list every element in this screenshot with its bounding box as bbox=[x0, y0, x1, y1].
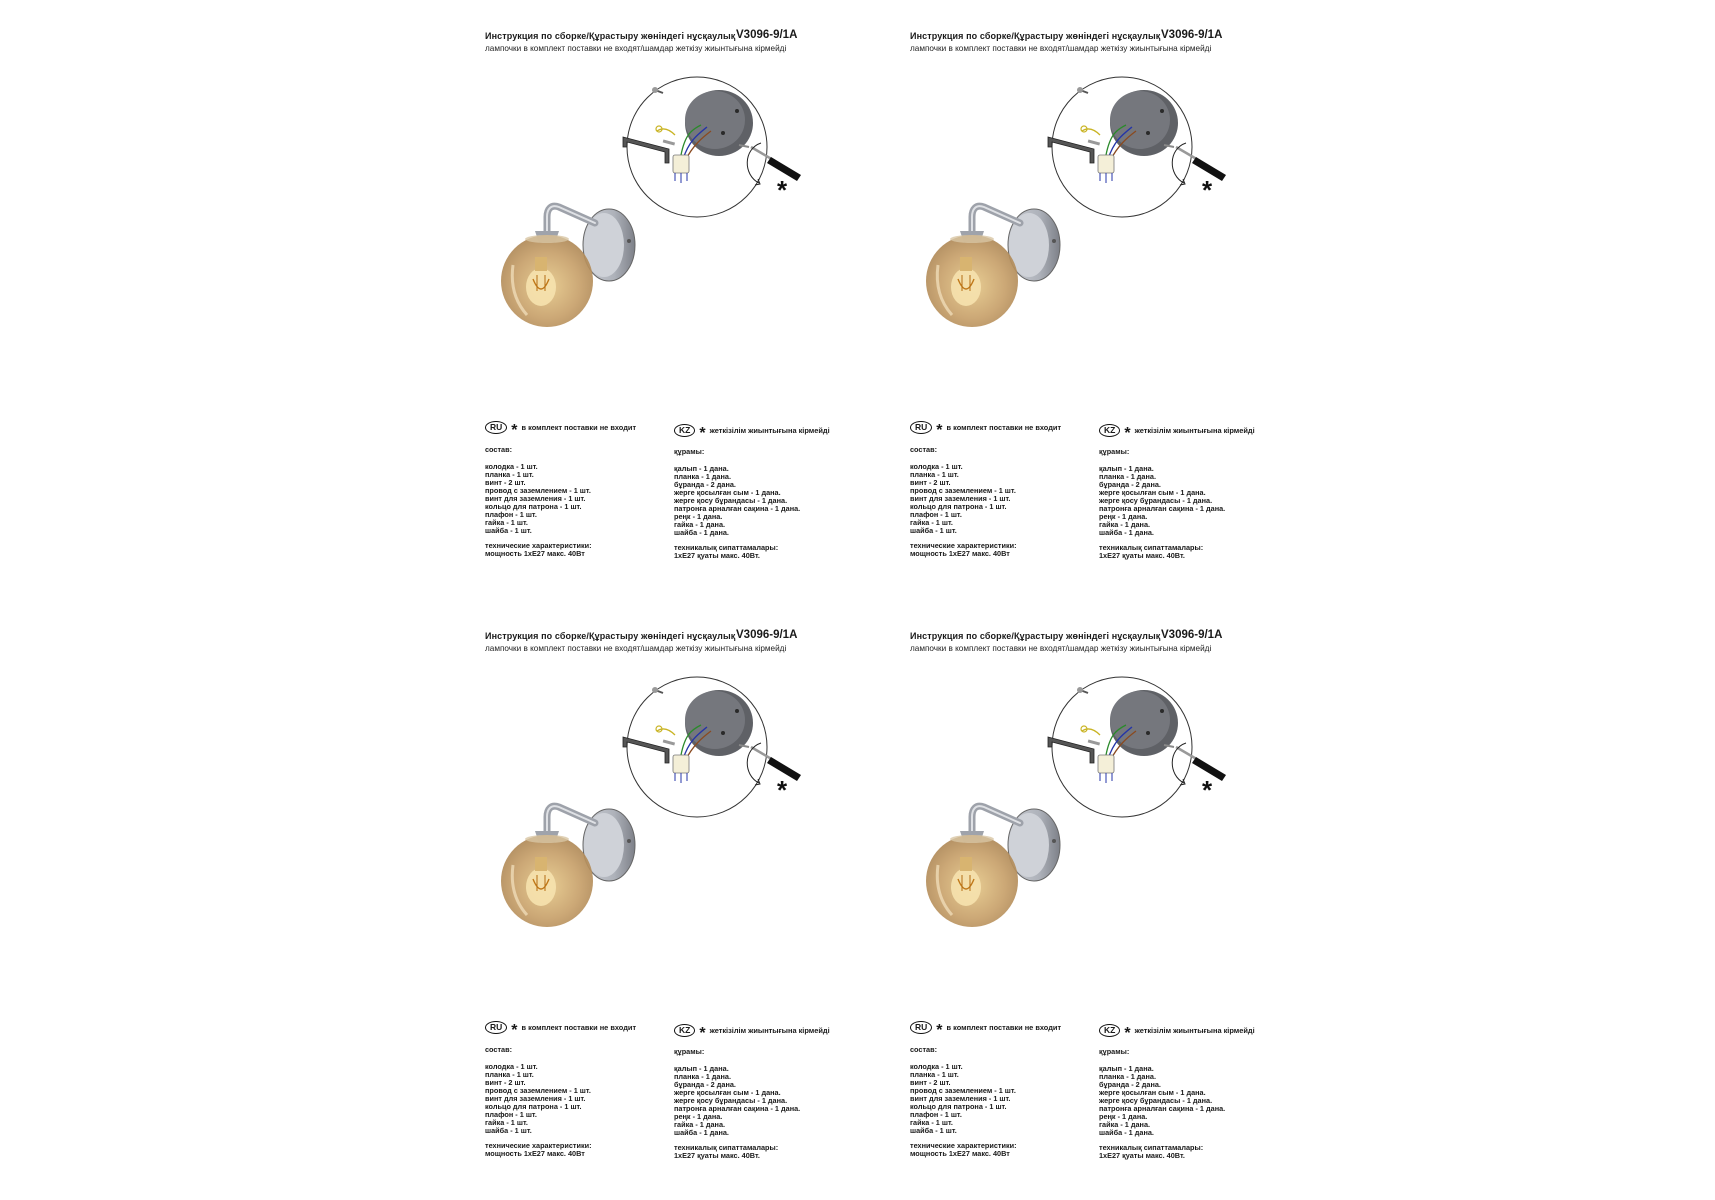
ru-items-list bbox=[910, 1063, 1016, 1135]
list-item: плафон - 1 шт. bbox=[485, 1110, 537, 1119]
list-item: шайба - 1 шт. bbox=[485, 526, 532, 535]
instruction-card bbox=[437, 0, 862, 600]
ru-composition-label: состав: bbox=[485, 1045, 513, 1054]
bulbs-note: лампочки в комплект поставки не входят/шамдар жеткізу жиынтығына кірмейді bbox=[485, 644, 787, 653]
list-item: винт - 2 шт. bbox=[485, 1078, 526, 1087]
list-item: колодка - 1 шт. bbox=[910, 1062, 963, 1071]
list-item: жерге қосылған сым - 1 дана. bbox=[1099, 1088, 1206, 1097]
asterisk-icon: * bbox=[1124, 424, 1131, 442]
instruction-title: Инструкция по сборке/Құрастыру жөніндегі нұсқаулық bbox=[485, 31, 736, 41]
list-item: реңк - 1 дана. bbox=[1099, 1112, 1148, 1121]
kz-badge: KZ bbox=[1099, 1024, 1120, 1037]
list-item: планка - 1 шт. bbox=[485, 1070, 534, 1079]
ru-badge: RU bbox=[910, 1021, 932, 1034]
kz-items-list bbox=[674, 465, 800, 537]
wall-lamp-photo bbox=[906, 195, 1086, 375]
model-number: V3096-9/1A bbox=[1161, 629, 1223, 641]
kz-specs-value: 1хЕ27 қуаты макс. 40Вт. bbox=[1099, 1151, 1185, 1160]
list-item: патронға арналған сақина - 1 дана. bbox=[1099, 504, 1226, 513]
ru-specs-value: мощность 1хЕ27 макс. 40Вт bbox=[910, 1149, 1010, 1158]
kz-badge: KZ bbox=[1099, 424, 1120, 437]
asterisk-icon: * bbox=[699, 424, 706, 442]
kz-specs-value: 1хЕ27 қуаты макс. 40Вт. bbox=[674, 551, 760, 560]
kz-specs-value: 1хЕ27 қуаты макс. 40Вт. bbox=[674, 1151, 760, 1160]
list-item: планка - 1 шт. bbox=[910, 470, 959, 479]
ru-items-list bbox=[485, 1063, 591, 1135]
ru-note: в комплект поставки не входит bbox=[946, 423, 1062, 432]
ru-composition-label: состав: bbox=[910, 445, 938, 454]
model-number: V3096-9/1A bbox=[1161, 29, 1223, 41]
ru-specs-value: мощность 1хЕ27 макс. 40Вт bbox=[910, 549, 1010, 558]
list-item: жерге қосу бұрандасы - 1 дана. bbox=[1099, 496, 1213, 505]
list-item: колодка - 1 шт. bbox=[485, 1062, 538, 1071]
instruction-title: Инструкция по сборке/Құрастыру жөніндегі нұсқаулық bbox=[910, 631, 1161, 641]
kz-header bbox=[1099, 1024, 1255, 1042]
ru-header bbox=[485, 421, 637, 439]
kz-specs-label: техникалық сипаттамалары: bbox=[674, 1143, 779, 1152]
ru-specs-value: мощность 1хЕ27 макс. 40Вт bbox=[485, 1149, 585, 1158]
asterisk-icon: * bbox=[936, 421, 943, 439]
kz-header bbox=[674, 424, 830, 442]
list-item: гайка - 1 дана. bbox=[1099, 520, 1151, 529]
list-item: кольцо для патрона - 1 шт. bbox=[485, 1102, 582, 1111]
ru-note: в комплект поставки не входит bbox=[521, 423, 637, 432]
wall-lamp-photo bbox=[906, 795, 1086, 975]
bulbs-note: лампочки в комплект поставки не входят/шамдар жеткізу жиынтығына кірмейді bbox=[485, 44, 787, 53]
asterisk-icon: * bbox=[1124, 1024, 1131, 1042]
model-number: V3096-9/1A bbox=[736, 629, 798, 641]
list-item: патронға арналған сақина - 1 дана. bbox=[1099, 1104, 1226, 1113]
bulbs-note: лампочки в комплект поставки не входят/шамдар жеткізу жиынтығына кірмейді bbox=[910, 44, 1212, 53]
bulbs-note: лампочки в комплект поставки не входят/шамдар жеткізу жиынтығына кірмейді bbox=[910, 644, 1212, 653]
kz-header bbox=[674, 1024, 830, 1042]
list-item: бұранда - 2 дана. bbox=[674, 480, 736, 489]
instruction-card bbox=[862, 0, 1287, 600]
list-item: гайка - 1 шт. bbox=[910, 1118, 953, 1127]
list-item: реңк - 1 дана. bbox=[674, 512, 723, 521]
list-item: реңк - 1 дана. bbox=[1099, 512, 1148, 521]
ru-items-list bbox=[485, 463, 591, 535]
list-item: кольцо для патрона - 1 шт. bbox=[485, 502, 582, 511]
ru-items-list bbox=[910, 463, 1016, 535]
svg-text:*: * bbox=[777, 775, 788, 805]
list-item: колодка - 1 шт. bbox=[485, 462, 538, 471]
list-item: гайка - 1 дана. bbox=[1099, 1120, 1151, 1129]
kz-composition-label: құрамы: bbox=[674, 1047, 705, 1056]
list-item: плафон - 1 шт. bbox=[910, 510, 962, 519]
asterisk-icon: * bbox=[936, 1021, 943, 1039]
kz-note: жеткізілім жиынтығына кірмейді bbox=[1134, 1026, 1255, 1035]
instruction-title: Инструкция по сборке/Құрастыру жөніндегі нұсқаулық bbox=[485, 631, 736, 641]
instruction-title: Инструкция по сборке/Құрастыру жөніндегі нұсқаулық bbox=[910, 31, 1161, 41]
list-item: бұранда - 2 дана. bbox=[674, 1080, 736, 1089]
ru-specs-label: технические характеристики: bbox=[485, 1141, 592, 1150]
ru-note: в комплект поставки не входит bbox=[946, 1023, 1062, 1032]
svg-text:*: * bbox=[1202, 775, 1213, 805]
list-item: планка - 1 дана. bbox=[674, 1072, 731, 1081]
model-number: V3096-9/1A bbox=[736, 29, 798, 41]
list-item: жерге қосылған сым - 1 дана. bbox=[1099, 488, 1206, 497]
list-item: колодка - 1 шт. bbox=[910, 462, 963, 471]
list-item: плафон - 1 шт. bbox=[910, 1110, 962, 1119]
wall-lamp-photo bbox=[481, 795, 661, 975]
ru-note: в комплект поставки не входит bbox=[521, 1023, 637, 1032]
list-item: қалып - 1 дана. bbox=[1099, 464, 1154, 473]
list-item: планка - 1 дана. bbox=[674, 472, 731, 481]
list-item: патронға арналған сақина - 1 дана. bbox=[674, 1104, 801, 1113]
list-item: бұранда - 2 дана. bbox=[1099, 1080, 1161, 1089]
list-item: бұранда - 2 дана. bbox=[1099, 480, 1161, 489]
asterisk-icon: * bbox=[511, 1021, 518, 1039]
list-item: гайка - 1 шт. bbox=[485, 1118, 528, 1127]
list-item: планка - 1 дана. bbox=[1099, 1072, 1156, 1081]
ru-specs-label: технические характеристики: bbox=[910, 1141, 1017, 1150]
list-item: жерге қосылған сым - 1 дана. bbox=[674, 1088, 781, 1097]
list-item: винт - 2 шт. bbox=[485, 478, 526, 487]
list-item: винт для заземления - 1 шт. bbox=[910, 1094, 1011, 1103]
list-item: винт для заземления - 1 шт. bbox=[485, 494, 586, 503]
ru-header bbox=[485, 1021, 637, 1039]
list-item: қалып - 1 дана. bbox=[674, 1064, 729, 1073]
list-item: шайба - 1 дана. bbox=[1099, 528, 1154, 537]
ru-header bbox=[910, 421, 1062, 439]
kz-composition-label: құрамы: bbox=[674, 447, 705, 456]
kz-header bbox=[1099, 424, 1255, 442]
kz-specs-value: 1хЕ27 қуаты макс. 40Вт. bbox=[1099, 551, 1185, 560]
kz-specs-label: техникалық сипаттамалары: bbox=[674, 543, 779, 552]
svg-text:*: * bbox=[777, 175, 788, 205]
list-item: винт для заземления - 1 шт. bbox=[485, 1094, 586, 1103]
list-item: гайка - 1 дана. bbox=[674, 520, 726, 529]
kz-items-list bbox=[1099, 465, 1225, 537]
kz-badge: KZ bbox=[674, 424, 695, 437]
ru-badge: RU bbox=[485, 421, 507, 434]
list-item: плафон - 1 шт. bbox=[485, 510, 537, 519]
list-item: винт - 2 шт. bbox=[910, 478, 951, 487]
list-item: планка - 1 шт. bbox=[910, 1070, 959, 1079]
kz-badge: KZ bbox=[674, 1024, 695, 1037]
list-item: жерге қосу бұрандасы - 1 дана. bbox=[674, 496, 788, 505]
svg-text:*: * bbox=[1202, 175, 1213, 205]
list-item: шайба - 1 шт. bbox=[485, 1126, 532, 1135]
list-item: провод с заземлением - 1 шт. bbox=[910, 1086, 1016, 1095]
kz-specs-label: техникалық сипаттамалары: bbox=[1099, 543, 1204, 552]
asterisk-icon: * bbox=[699, 1024, 706, 1042]
ru-specs-label: технические характеристики: bbox=[485, 541, 592, 550]
list-item: патронға арналған сақина - 1 дана. bbox=[674, 504, 801, 513]
kz-composition-label: құрамы: bbox=[1099, 1047, 1130, 1056]
ru-composition-label: состав: bbox=[485, 445, 513, 454]
list-item: жерге қосылған сым - 1 дана. bbox=[674, 488, 781, 497]
list-item: планка - 1 шт. bbox=[485, 470, 534, 479]
list-item: винт - 2 шт. bbox=[910, 1078, 951, 1087]
list-item: гайка - 1 дана. bbox=[674, 1120, 726, 1129]
list-item: планка - 1 дана. bbox=[1099, 472, 1156, 481]
kz-note: жеткізілім жиынтығына кірмейді bbox=[709, 1026, 830, 1035]
list-item: жерге қосу бұрандасы - 1 дана. bbox=[1099, 1096, 1213, 1105]
instruction-card bbox=[437, 600, 862, 1200]
kz-note: жеткізілім жиынтығына кірмейді bbox=[709, 426, 830, 435]
asterisk-icon: * bbox=[511, 421, 518, 439]
ru-badge: RU bbox=[485, 1021, 507, 1034]
list-item: провод с заземлением - 1 шт. bbox=[910, 486, 1016, 495]
list-item: қалып - 1 дана. bbox=[674, 464, 729, 473]
kz-items-list bbox=[1099, 1065, 1225, 1137]
list-item: қалып - 1 дана. bbox=[1099, 1064, 1154, 1073]
ru-composition-label: состав: bbox=[910, 1045, 938, 1054]
list-item: шайба - 1 дана. bbox=[674, 1128, 729, 1137]
ru-specs-value: мощность 1хЕ27 макс. 40Вт bbox=[485, 549, 585, 558]
kz-composition-label: құрамы: bbox=[1099, 447, 1130, 456]
list-item: кольцо для патрона - 1 шт. bbox=[910, 502, 1007, 511]
list-item: жерге қосу бұрандасы - 1 дана. bbox=[674, 1096, 788, 1105]
list-item: реңк - 1 дана. bbox=[674, 1112, 723, 1121]
list-item: шайба - 1 дана. bbox=[674, 528, 729, 537]
kz-items-list bbox=[674, 1065, 800, 1137]
list-item: шайба - 1 дана. bbox=[1099, 1128, 1154, 1137]
kz-note: жеткізілім жиынтығына кірмейді bbox=[1134, 426, 1255, 435]
ru-header bbox=[910, 1021, 1062, 1039]
list-item: шайба - 1 шт. bbox=[910, 1126, 957, 1135]
list-item: гайка - 1 шт. bbox=[910, 518, 953, 527]
ru-badge: RU bbox=[910, 421, 932, 434]
ru-specs-label: технические характеристики: bbox=[910, 541, 1017, 550]
list-item: провод с заземлением - 1 шт. bbox=[485, 486, 591, 495]
list-item: винт для заземления - 1 шт. bbox=[910, 494, 1011, 503]
kz-specs-label: техникалық сипаттамалары: bbox=[1099, 1143, 1204, 1152]
list-item: кольцо для патрона - 1 шт. bbox=[910, 1102, 1007, 1111]
instruction-card bbox=[862, 600, 1287, 1200]
instruction-sheet bbox=[437, 0, 1287, 1200]
list-item: гайка - 1 шт. bbox=[485, 518, 528, 527]
list-item: шайба - 1 шт. bbox=[910, 526, 957, 535]
wall-lamp-photo bbox=[481, 195, 661, 375]
list-item: провод с заземлением - 1 шт. bbox=[485, 1086, 591, 1095]
